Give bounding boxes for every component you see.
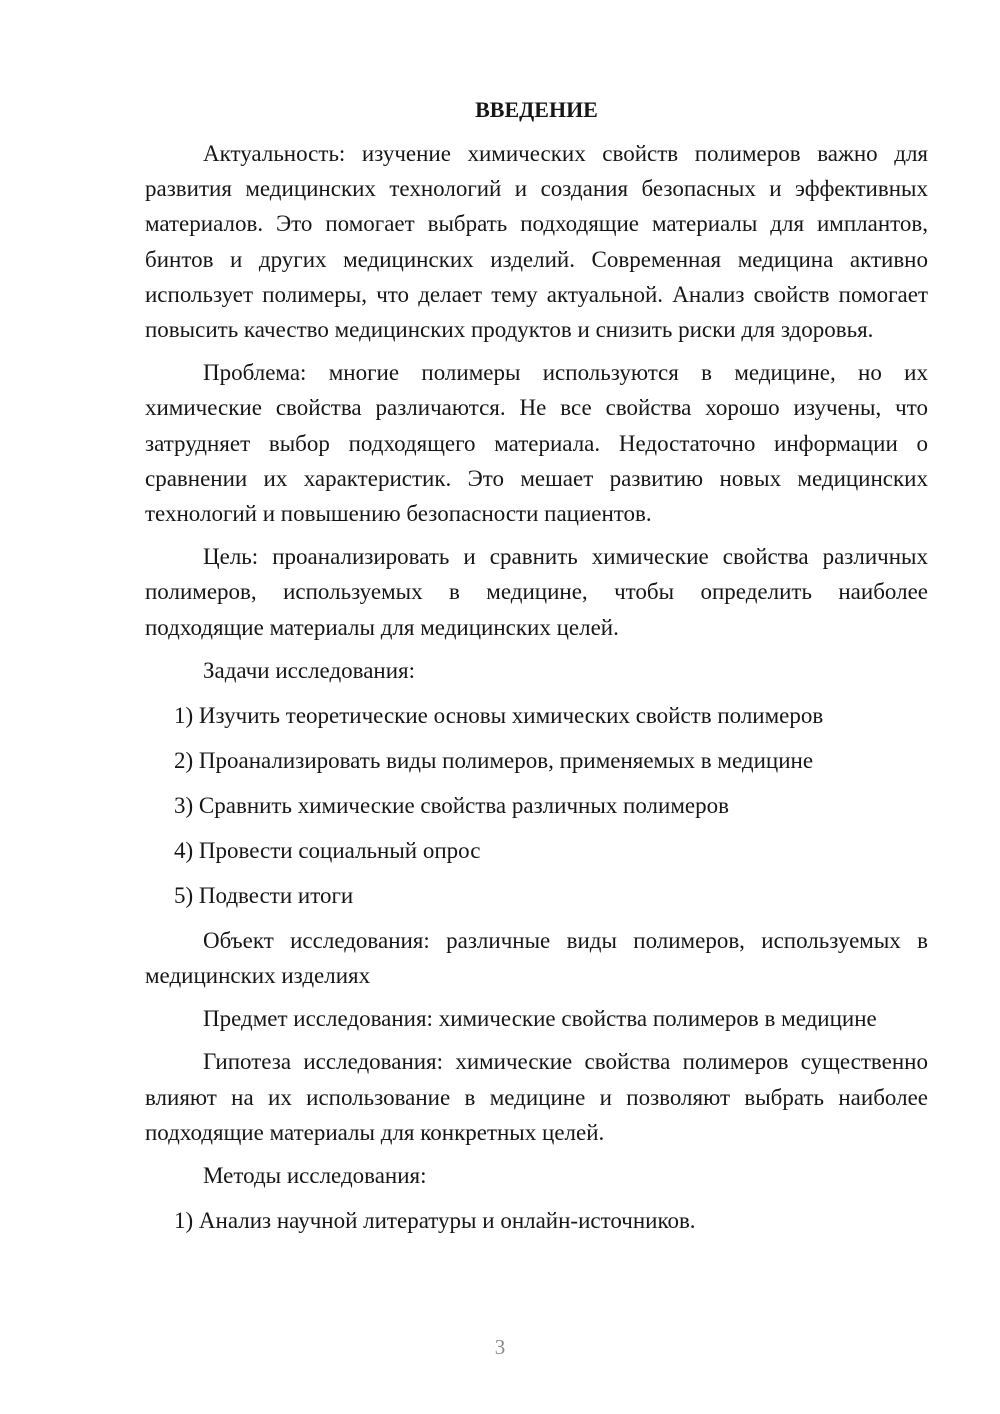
actuality-paragraph: Актуальность: изучение химических свойств полимеров важно для развития медицинских технологий и создания безопасных и эффективных материалов. Это помогает выбрать подходящие материалы для имплантов, бинтов и других медицинских изделий. Современная медицина активно использует полимеры, что делает тему актуальной. Анализ свойств помогает повысить качество медицинских продуктов и снизить риски для здоровья. <box>145 141 928 343</box>
task-item: 5) Подвести итоги <box>174 882 354 908</box>
hypothesis-paragraph: Гипотеза исследования: химические свойства полимеров существенно влияют на их использование в медицине и позволяют выбрать наиболее подходящие материалы для конкретных целей. <box>145 1049 928 1145</box>
tasks-list <box>145 698 928 913</box>
methods-label: Методы исследования: <box>203 1163 427 1189</box>
section-heading: ВВЕДЕНИЕ <box>475 97 598 122</box>
page-number: 3 <box>494 1335 506 1359</box>
goal-paragraph: Цель: проанализировать и сравнить химические свойства различных полимеров, используемых в медицине, чтобы определить наиболее подходящие материалы для медицинских целей. <box>145 544 928 640</box>
methods-list <box>145 1203 928 1238</box>
method-item: 1) Анализ научной литературы и онлайн-источников. <box>174 1208 696 1234</box>
problem-paragraph: Проблема: многие полимеры используются в медицине, но их химические свойства различаются. Не все свойства хорошо изучены, что затрудняет выбор подходящего материала. Недостаточно информации о сравнении их характеристик. Это мешает развитию новых медицинских технологий и повышению безопасности пациентов. <box>145 360 928 527</box>
object-paragraph: Объект исследования: различные виды полимеров, используемых в медицинских изделиях <box>145 927 928 989</box>
page-content <box>145 90 928 1248</box>
task-item: 1) Изучить теоретические основы химических свойств полимеров <box>174 702 824 728</box>
task-item: 4) Провести социальный опрос <box>174 837 481 863</box>
tasks-label: Задачи исследования: <box>203 657 416 683</box>
task-item: 3) Сравнить химические свойства различных полимеров <box>174 792 729 818</box>
subject-paragraph: Предмет исследования: химические свойства полимеров в медицине <box>203 1006 877 1032</box>
task-item: 2) Проанализировать виды полимеров, применяемых в медицине <box>174 747 814 773</box>
